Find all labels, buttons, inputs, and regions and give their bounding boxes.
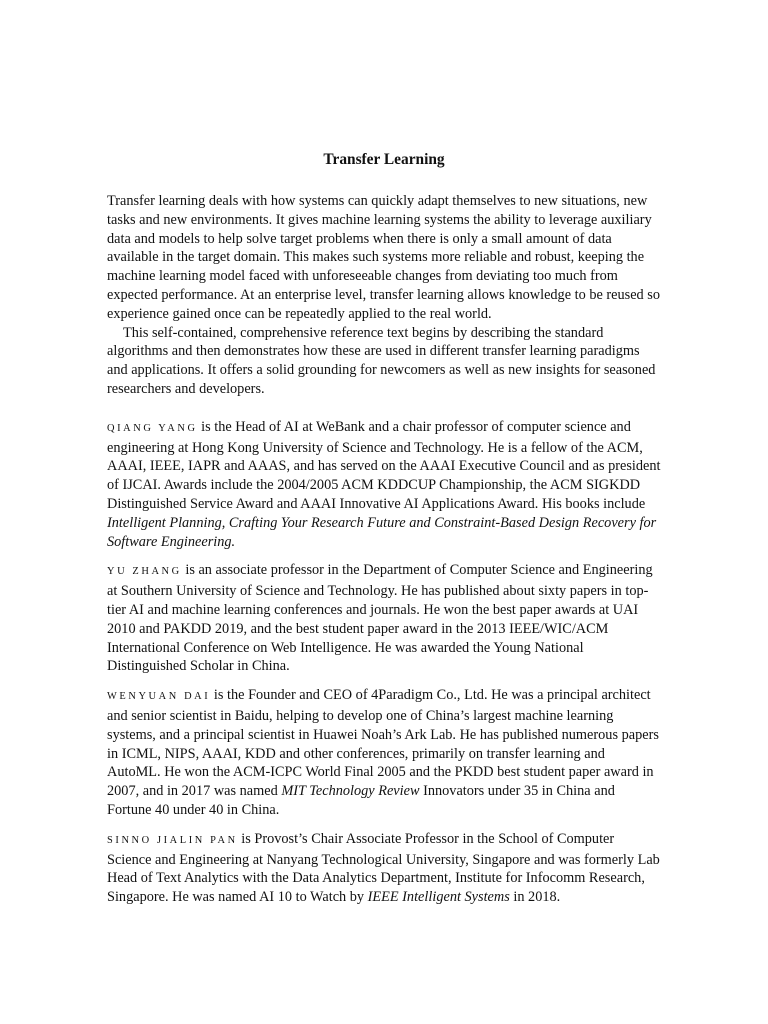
author-bio-sinno-jialin-pan [107,830,661,907]
author-bio-qiang-yang [107,418,661,552]
author-bio-yu-zhang [107,561,661,676]
bio-text: is the Founder and CEO of 4Paradigm Co., Ltd. He was a principal architect and senior scientist in Baidu, helping to develop one of China’s largest machine learning systems, and a principal scientist in Huawei Noah’s Ark Lab. He has published numerous papers in ICML, NIPS, AAAI, KDD and other conferences, primarily on transfer learning and AutoML. He won the ACM-ICPC World Final 2005 and the PKDD best student paper award in 2007, and in 2017 was named [107,687,659,800]
bio-text: is an associate professor in the Department of Computer Science and Engineering at Southern University of Science and Technology. He has published about sixty papers in top-tier AI and machine learning conferences and journals. He won the best paper awards at UAI 2010 and PAKDD 2019, and the best student paper award in the 2013 IEEE/WIC/ACM International Conference on Web Intelligence. He was awarded the Young National Distinguished Scholar in China. [107,562,653,675]
bio-text-continued: in 2018. [509,889,561,906]
bio-text-continued: Innovators under 35 in China and Fortune 40 under 40 in China. [107,783,615,818]
bio-text: is Provost’s Chair Associate Professor in the School of Computer Science and Engineering at Nanyang Technological University, Singapore and was formerly Lab Head of Text Analytics with the Data Analytics Department, Institute for Infocomm Research, Singapore. He was named AI 10 to Watch by [107,830,660,906]
author-name: YU ZHANG [107,566,182,578]
author-bio-wenyuan-dai [107,686,661,820]
author-name: QIANG YANG [107,422,198,434]
blurb-paragraph-1: Transfer learning deals with how systems can quickly adapt themselves to new situations, new tasks and new environments. It gives machine learning systems the ability to leverage auxiliary data and models to help solve target problems when there is only a small amount of data available in the target domain. This makes such systems more reliable and robust, keeping the machine learning model faced with unforeseeable changes from deviating too much from expected performance. At an enterprise level, transfer learning allows knowledge to be reused so experience gained once can be repeatedly applied to the real world. [107,193,660,322]
bio-publication-title: IEEE Intelligent Systems [367,889,510,906]
author-name: SINNO JIALIN PAN [107,834,238,846]
blurb-paragraph-2: This self-contained, comprehensive reference text begins by describing the standard algorithms and then demonstrates how these are used in different transfer learning paradigms and applications. It offers a solid grounding for newcomers as well as new insights for seasoned researchers and developers. [107,324,656,397]
author-name: WENYUAN DAI [107,691,211,703]
bio-book-titles: Intelligent Planning, Crafting Your Research Future and Constraint-Based Design Recovery for Software Engineering. [107,514,657,550]
bio-publication-title: MIT Technology Review [281,783,420,800]
book-front-matter [107,152,661,907]
book-title: Transfer Learning [323,151,445,168]
bio-text: is the Head of AI at WeBank and a chair professor of computer science and engineering at Hong Kong University of Science and Technology. He is a fellow of the ACM, AAAI, IEEE, IAPR and AAAS, and has served on the AAAI Executive Council and as president of IJCAI. Awards include the 2004/2005 ACM KDDCUP Championship, the ACM SIGKDD Distinguished Service Award and AAAI Innovative AI Applications Award. His books include [107,418,661,512]
